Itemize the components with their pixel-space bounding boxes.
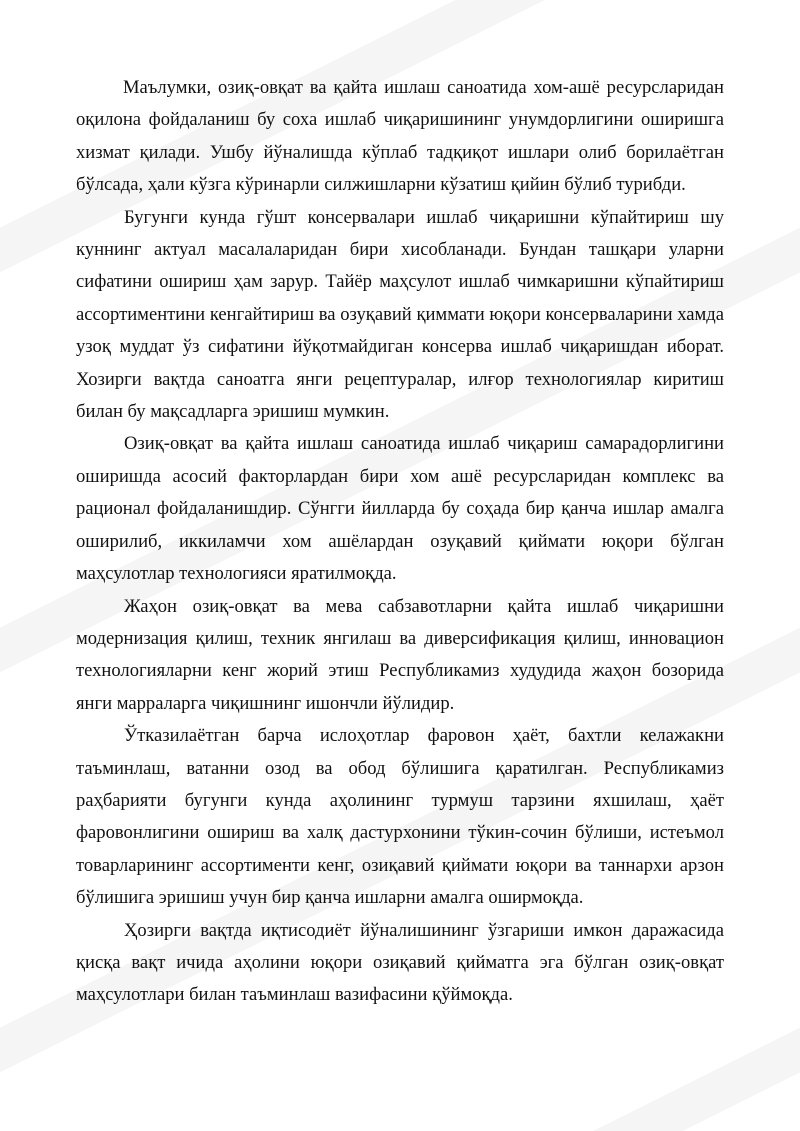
paragraph-3: Озиқ-овқат ва қайта ишлаш саноатида ишлаб чиқариш самарадорлигини оширишда асосий факторлардан бири хом ашё ресурсларидан комплекс ва рационал фойдаланишдир. Сўнгги йилларда бу соҳада бир қанча ишлар амалга оширилиб, иккиламчи хом ашёлардан озуқавий қиймати юқори бўлган маҳсулотлар технологияси яратилмоқда. (76, 433, 724, 585)
paragraph-6: Ҳозирги вақтда иқтисодиёт йўналишининг ўзгариши имкон даражасида қисқа вақт ичида аҳолини юқори озиқавий қийматга эга бўлган озиқ-овқат маҳсулотлари билан таъминлаш вазифасини қўймоқда. (76, 919, 724, 1006)
paragraph-5: Ўтказилаётган барча ислоҳотлар фаровон ҳаёт, бахтли келажакни таъминлаш, ватанни озод ва обод бўлишига қаратилган. Республикамиз раҳбарияти бугунги кунда аҳолининг турмуш тарзини яхшилаш, ҳаёт фаровонлигини ошириш ва халқ дастурхонини тўкин-сочин бўлиши, истеъмол товарларининг ассортименти кенг, озиқавий қиймати юқори ва таннархи арзон бўлишига эришиш учун бир қанча ишларни амалга оширмоқда. (76, 725, 724, 909)
paragraph-4: Жаҳон озиқ-овқат ва мева сабзавотларни қайта ишлаб чиқаришни модернизация қилиш, техник янгилаш ва диверсификация қилиш, инновацион технологияларни кенг жорий этиш Республикамиз худудида жаҳон бозорида янги марраларга чиқишнинг ишончли йўлидир. (76, 595, 724, 714)
paragraph-2: Бугунги кунда гўшт консервалари ишлаб чиқаришни кўпайтириш шу куннинг актуал масалаларидан бири хисобланади. Бундан ташқари уларни сифатини ошириш ҳам зарур. Тайёр маҳсулот ишлаб чимкаришни кўпайтириш ассортиментини кенгайтириш ва озуқавий қиммати юқори консерваларини хамда узоқ муддат ўз сифатини йўқотмайдиган консерва ишлаб чиқаришдан иборат. Хозирги вақтда саноатга янги рецептуралар, илғор технологиялар киритиш билан бу мақсадларга эришиш мумкин. (76, 206, 724, 423)
paragraph-1: Маълумки, озиқ-овқат ва қайта ишлаш саноатида хом-ашё ресурсларидан оқилона фойдаланиш бу соха ишлаб чиқаришининг унумдорлигини оширишга хизмат қилади. Ушбу йўналишда кўплаб тадқиқот ишлари олиб борилаётган бўлсада, ҳали кўзга кўринарли силжишларни кўзатиш қийин бўлиб турибди. (76, 77, 724, 196)
body-text (76, 72, 724, 1012)
